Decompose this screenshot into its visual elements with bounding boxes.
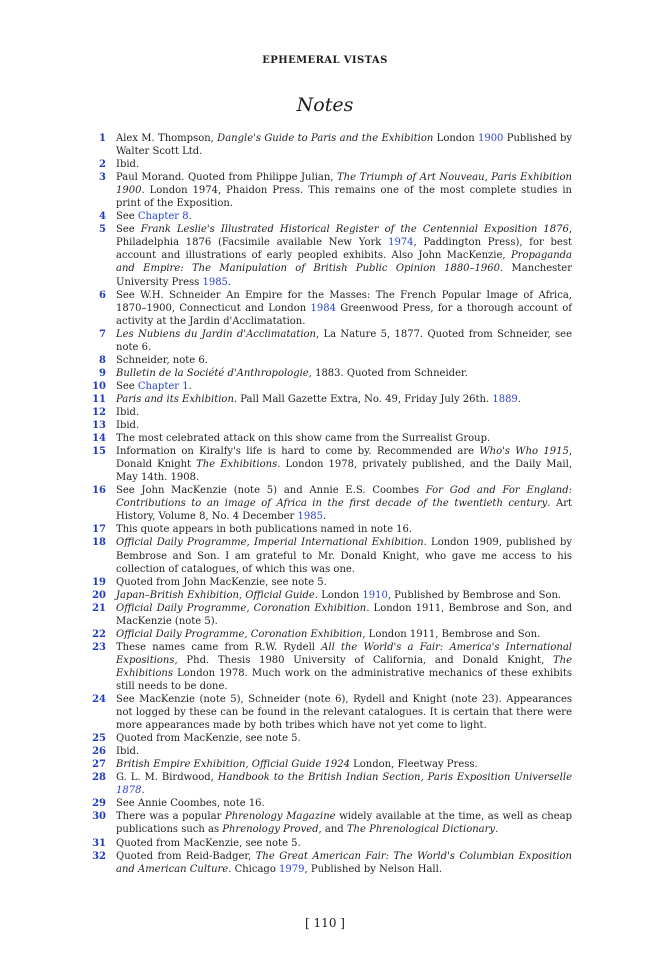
note-number-link[interactable]: 32	[92, 850, 106, 862]
note-text-run: . Manchester University Press	[116, 263, 573, 288]
note-text	[116, 158, 572, 171]
cross-reference-link[interactable]: 1910	[362, 589, 388, 601]
note-text-run: Ibid.	[116, 159, 140, 171]
note-item	[82, 810, 572, 836]
note-text-run: London, Fleetway Press.	[349, 759, 478, 771]
note-number-link[interactable]: 26	[92, 746, 106, 758]
note-text	[116, 354, 572, 367]
note-text-run: Schneider, note 6.	[116, 354, 208, 366]
note-text-run: . Chicago	[228, 863, 280, 875]
note-text-run: Alex M. Thompson,	[116, 133, 218, 144]
cross-reference-link[interactable]: 1984	[310, 302, 336, 314]
note-text-run: See Annie Coombes, note 16.	[116, 798, 265, 810]
note-number-link[interactable]: 7	[99, 328, 106, 340]
note-item	[82, 536, 572, 575]
italic-title: Propaganda and Empire: The Manipulation of British Public Opinion 1880–1960	[116, 250, 572, 275]
note-item	[82, 589, 572, 602]
italic-title: British Empire Exhibition, Official Guide 1924	[116, 759, 350, 771]
note-text-run: widely available at the time, as well as cheap publications such as	[116, 811, 572, 836]
note-number-link[interactable]: 28	[92, 772, 106, 784]
note-text-run: Quoted from MacKenzie, see note 5.	[116, 837, 301, 849]
italic-title: The Exhibitions	[196, 459, 278, 471]
note-item	[82, 693, 572, 732]
cross-reference-link[interactable]: 1985	[202, 276, 228, 288]
note-text-run: .	[227, 276, 232, 288]
note-item	[82, 602, 572, 628]
note-text-run: London 1978. Much work on the administrative mechanics of these exhibits still needs to be done.	[116, 667, 572, 692]
note-item	[82, 171, 572, 210]
note-text	[116, 641, 572, 693]
note-text-run: Quoted from MacKenzie, see note 5.	[116, 733, 301, 745]
note-item	[82, 289, 572, 328]
note-text	[116, 328, 572, 354]
note-item	[82, 484, 572, 523]
note-text-run: . Art History, Volume 8, No. 4 December	[116, 498, 572, 523]
note-text-run: . London 1974, Phaidon Press. This remains one of the most complete studies in print of the Exposition.	[116, 185, 572, 210]
note-item	[82, 771, 572, 797]
cross-reference-link[interactable]: 1889	[492, 393, 518, 405]
note-text-run: See W.H. Schneider An Empire for the Masses: The French Popular Image of Africa, 1870–1900, Connecticut and London	[116, 289, 572, 314]
note-text-run: .	[322, 511, 327, 523]
note-text-run: , Philadelphia 1876 (Facsimile available New York	[116, 224, 572, 249]
note-text-run: See	[116, 380, 138, 392]
note-item	[82, 380, 572, 393]
note-item	[82, 445, 572, 484]
note-item	[82, 523, 572, 536]
note-text	[116, 810, 572, 836]
italic-title: Japan–British Exhibition, Official Guide	[116, 589, 315, 601]
note-item	[82, 432, 572, 445]
note-number-link[interactable]: 8	[99, 354, 106, 366]
note-text	[116, 484, 572, 523]
italic-title: Dangle's Guide to Paris and the Exhibition	[217, 133, 434, 144]
note-number-link[interactable]: 15	[92, 446, 106, 458]
page-title: Notes	[296, 94, 354, 116]
note-text	[116, 758, 572, 771]
italic-title: Phrenology Magazine	[224, 811, 336, 823]
note-item	[82, 210, 572, 223]
note-number-link[interactable]: 30	[92, 811, 106, 823]
note-text	[116, 393, 572, 406]
note-number-link[interactable]: 6	[99, 289, 106, 301]
note-number-link[interactable]: 10	[92, 380, 106, 392]
note-text-run: G. L. M. Birdwood,	[116, 772, 218, 784]
notes-list	[82, 132, 572, 876]
italic-title: Official Daily Programme, Coronation Exhibition	[116, 628, 363, 640]
note-text-run: , Published by Nelson Hall.	[304, 863, 443, 875]
note-text	[116, 171, 572, 210]
note-text-run: . London 1909, published by Bembrose and Son. I am grateful to Mr. Donald Knight, who gave me access to his collection of catalogues, of which this was one.	[116, 537, 573, 575]
note-text	[116, 693, 572, 732]
note-text-run: . London	[314, 589, 363, 601]
note-text-run: There was a popular	[116, 811, 225, 823]
note-item	[82, 328, 572, 354]
note-text-run: Information on Kiralfy's life is hard to come by. Recommended are	[116, 446, 480, 458]
note-text	[116, 745, 572, 758]
note-text	[116, 223, 572, 288]
note-text	[116, 432, 572, 445]
note-number-link[interactable]: 9	[99, 367, 106, 379]
note-text	[116, 589, 572, 602]
note-number-link[interactable]: 24	[92, 694, 106, 706]
note-item	[82, 367, 572, 380]
note-text	[116, 367, 572, 380]
note-text-run: London	[433, 133, 478, 144]
note-text	[116, 536, 572, 575]
italic-title: The Triumph of Art Nouveau, Paris Exhibition 1900	[116, 172, 572, 197]
note-text-run: , La Nature 5, 1877. Quoted from Schneider, see note 6.	[116, 328, 572, 353]
note-number-link[interactable]: 25	[92, 733, 106, 745]
note-item	[82, 745, 572, 758]
italic-title: Paris and its Exhibition	[116, 393, 234, 405]
note-text-run: .	[141, 785, 145, 797]
note-text-run: Quoted from John MacKenzie, see note 5.	[116, 576, 327, 588]
cross-reference-link[interactable]: 1878	[116, 785, 142, 797]
note-number-link[interactable]: 17	[92, 524, 106, 536]
note-text	[116, 797, 572, 810]
note-text	[116, 445, 572, 484]
note-item	[82, 732, 572, 745]
note-text	[116, 406, 572, 419]
italic-title: Official Daily Programme, Coronation Exhibition	[116, 602, 367, 614]
note-item	[82, 158, 572, 171]
note-item	[82, 223, 572, 288]
cross-reference-link[interactable]: Chapter 8	[137, 211, 189, 223]
note-number-link[interactable]: 21	[92, 602, 106, 614]
note-text-run: .	[517, 393, 521, 405]
note-number-link[interactable]: 22	[92, 628, 106, 640]
note-number-link[interactable]: 11	[92, 393, 106, 405]
note-item	[82, 406, 572, 419]
note-text-run: . London 1978, privately published, and the Daily Mail, May 14th. 1908.	[116, 459, 572, 484]
note-text-run: Ibid.	[116, 420, 140, 432]
note-text-run: See John MacKenzie (note 5) and Annie E.S. Coombes	[116, 485, 426, 497]
note-number-link[interactable]: 20	[92, 589, 106, 601]
cross-reference-link[interactable]: 1985	[297, 511, 323, 523]
note-text-run: . Pall Mall Gazette Extra, No. 49, Friday July 26th.	[233, 393, 493, 405]
note-text-run: , Paddington Press), for best account and illustrations of early peopled exhibits. Also John MacKenzie,	[116, 237, 572, 262]
note-text-run: .	[188, 211, 192, 223]
note-text-run: See	[116, 211, 138, 223]
italic-title: Official Daily Programme, Imperial International Exhibition	[116, 537, 424, 549]
note-item	[82, 393, 572, 406]
italic-title: The Great American Fair: The World's Columbian Exposition and American Culture	[116, 850, 572, 875]
note-number-link[interactable]: 16	[92, 485, 106, 497]
note-item	[82, 758, 572, 771]
note-number-link[interactable]: 29	[92, 798, 106, 810]
note-text-run: , 1883. Quoted from Schneider.	[308, 367, 468, 379]
italic-title: Les Nubiens du Jardin d'Acclimatation	[116, 328, 316, 340]
note-number-link[interactable]: 4	[99, 211, 106, 223]
note-item	[82, 837, 572, 850]
note-text	[116, 523, 572, 536]
note-text	[116, 602, 572, 628]
note-number-link[interactable]: 23	[92, 641, 106, 653]
note-text-run: These names came from R.W. Rydell	[116, 641, 322, 653]
italic-title: Bulletin de la Société d'Anthropologie	[116, 367, 309, 379]
running-head: EPHEMERAL VISTAS	[262, 55, 388, 66]
note-number-link[interactable]: 5	[99, 224, 106, 236]
note-text-run: Paul Morand. Quoted from Philippe Julian,	[116, 172, 338, 184]
note-text-run: , Donald Knight	[116, 446, 572, 471]
italic-title: Who's Who 1915	[479, 446, 569, 458]
note-number-link[interactable]: 3	[99, 172, 106, 184]
note-item	[82, 797, 572, 810]
note-number-link[interactable]: 12	[92, 406, 106, 418]
note-text-run: Ibid.	[116, 406, 140, 418]
note-item	[82, 419, 572, 432]
note-text	[116, 380, 572, 393]
page-number: [ 110 ]	[305, 916, 345, 930]
note-text-run: Greenwood Press, for a thorough account of activity at the Jardin d'Acclimatation.	[116, 302, 572, 327]
note-text-run: See	[116, 224, 141, 236]
note-text-run: The most celebrated attack on this show came from the Surrealist Group.	[116, 433, 491, 445]
note-text	[116, 210, 572, 223]
note-item	[82, 641, 572, 693]
italic-title: All the World's a Fair: America's International Expositions	[116, 641, 573, 666]
note-item	[82, 354, 572, 367]
note-number-link[interactable]: 1	[99, 133, 106, 144]
note-text-run: , Phd. Thesis 1980 University of California, and Donald Knight,	[174, 654, 553, 666]
cross-reference-link[interactable]: 1974	[388, 237, 414, 249]
note-item	[82, 850, 572, 876]
note-number-link[interactable]: 2	[99, 159, 106, 171]
cross-reference-link[interactable]: 1900	[477, 133, 504, 144]
note-text	[116, 771, 572, 797]
italic-title: Frank Leslie's Illustrated Historical Register of the Centennial Exposition 1876	[140, 224, 569, 236]
note-text	[116, 850, 572, 876]
cross-reference-link[interactable]: Chapter 1	[137, 380, 189, 392]
note-item	[82, 628, 572, 641]
italic-title: The Exhibitions	[116, 654, 572, 679]
note-text	[116, 132, 572, 158]
note-text	[116, 289, 572, 328]
note-text-run: .	[188, 380, 192, 392]
note-number-link[interactable]: 31	[92, 837, 106, 849]
note-number-link[interactable]: 27	[92, 759, 106, 771]
note-item	[82, 576, 572, 589]
note-number-link[interactable]: 18	[92, 537, 106, 549]
note-text	[116, 628, 572, 641]
note-text-run: Published by Walter Scott Ltd.	[116, 133, 572, 158]
note-text-run: , and	[318, 824, 347, 836]
note-text-run: .	[495, 824, 499, 836]
note-text-run: This quote appears in both publications named in note 16.	[116, 524, 413, 536]
italic-title: Handbook to the British Indian Section, Paris Exposition Universelle	[217, 772, 573, 784]
note-item	[82, 132, 572, 158]
note-text-run: , London 1911, Bembrose and Son.	[362, 628, 541, 640]
note-text-run: See MacKenzie (note 5), Schneider (note 6), Rydell and Knight (note 23). Appearances not logged by these can be found in the relevant catalogues. It is certain that there were more appearances made by both tribes which have not yet come to light.	[116, 694, 572, 732]
italic-title: Phrenology Proved	[222, 824, 319, 836]
italic-title: The Phrenological Dictionary	[346, 824, 496, 836]
note-number-link[interactable]: 13	[92, 420, 106, 432]
note-number-link[interactable]: 14	[92, 433, 106, 445]
note-text-run: Ibid.	[116, 746, 140, 758]
note-text	[116, 419, 572, 432]
note-text-run: Quoted from Reid-Badger,	[116, 850, 256, 862]
note-number-link[interactable]: 19	[92, 576, 106, 588]
note-text-run: . London 1911, Bembrose and Son, and MacKenzie (note 5).	[116, 602, 572, 627]
italic-title: For God and For England: Contributions to an image of Africa in the first decade of the twentieth century	[116, 485, 572, 510]
cross-reference-link[interactable]: 1979	[279, 863, 305, 875]
note-text-run: , Published by Bembrose and Son.	[387, 589, 562, 601]
note-text	[116, 837, 572, 850]
note-text	[116, 576, 572, 589]
note-text	[116, 732, 572, 745]
